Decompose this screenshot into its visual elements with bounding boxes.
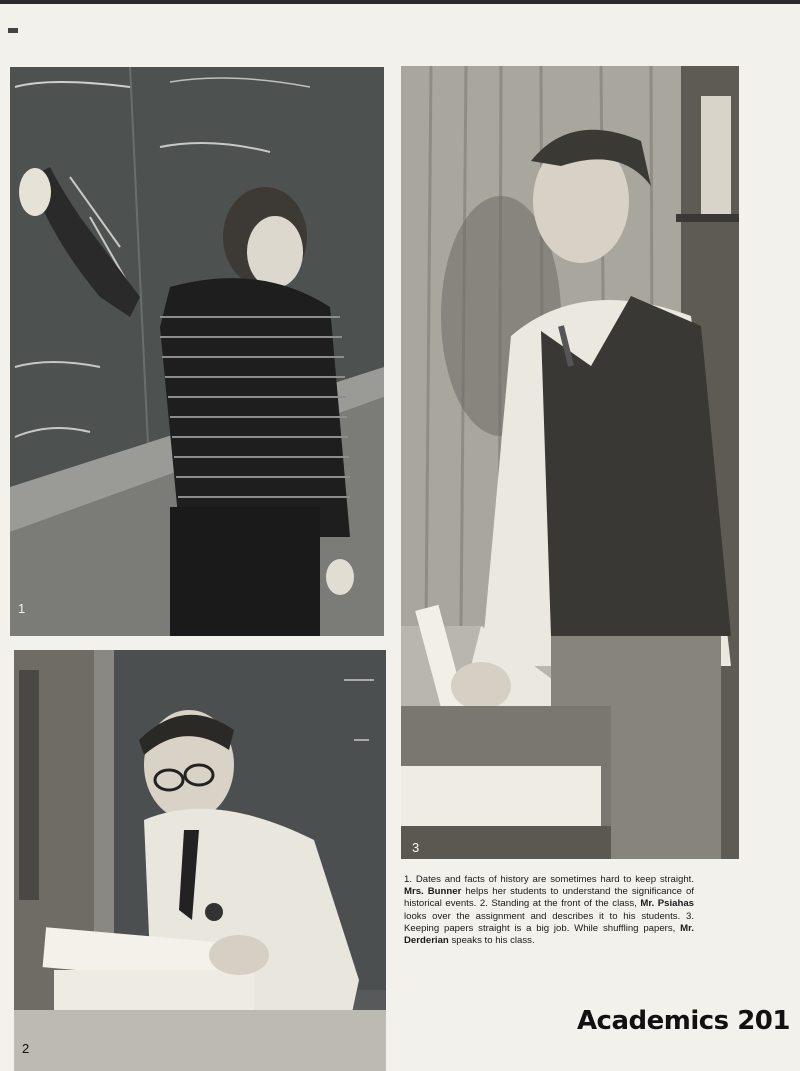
caption-name-bunner: Mrs. Bunner bbox=[404, 886, 462, 898]
photo-2-number: 2 bbox=[22, 1041, 30, 1056]
photo-1 bbox=[10, 67, 384, 636]
photo-2 bbox=[401, 66, 739, 859]
photo-1-image bbox=[10, 67, 384, 636]
caption-text-3: looks over the assignment and describes it to his students. 3. Keeping papers straight is a big job. While shuffling papers, bbox=[404, 910, 694, 934]
caption-name-derderian: Mr. Derderian bbox=[404, 922, 694, 947]
page-top-edge bbox=[0, 0, 800, 4]
caption-text-2: helps her students to understand the significance of historical events. 2. Standing at the front of the class, bbox=[404, 886, 694, 910]
caption-name-psiahas: Mr. Psiahas bbox=[640, 898, 694, 910]
caption-text-4: speaks to his class. bbox=[448, 935, 535, 947]
page-folio bbox=[577, 1006, 790, 1036]
caption-text-1: 1. Dates and facts of history are sometimes hard to keep straight. bbox=[404, 874, 694, 885]
photo-2-image bbox=[401, 66, 739, 859]
photo-3-number: 3 bbox=[412, 840, 420, 855]
folio-page-number: 201 bbox=[737, 1006, 790, 1036]
folio-section: Academics bbox=[576, 1006, 729, 1036]
photo-1-number: 1 bbox=[18, 601, 26, 616]
photo-caption bbox=[404, 874, 694, 947]
photo-3 bbox=[14, 650, 386, 1071]
photo-3-image bbox=[14, 650, 386, 1071]
margin-mark bbox=[8, 28, 18, 33]
